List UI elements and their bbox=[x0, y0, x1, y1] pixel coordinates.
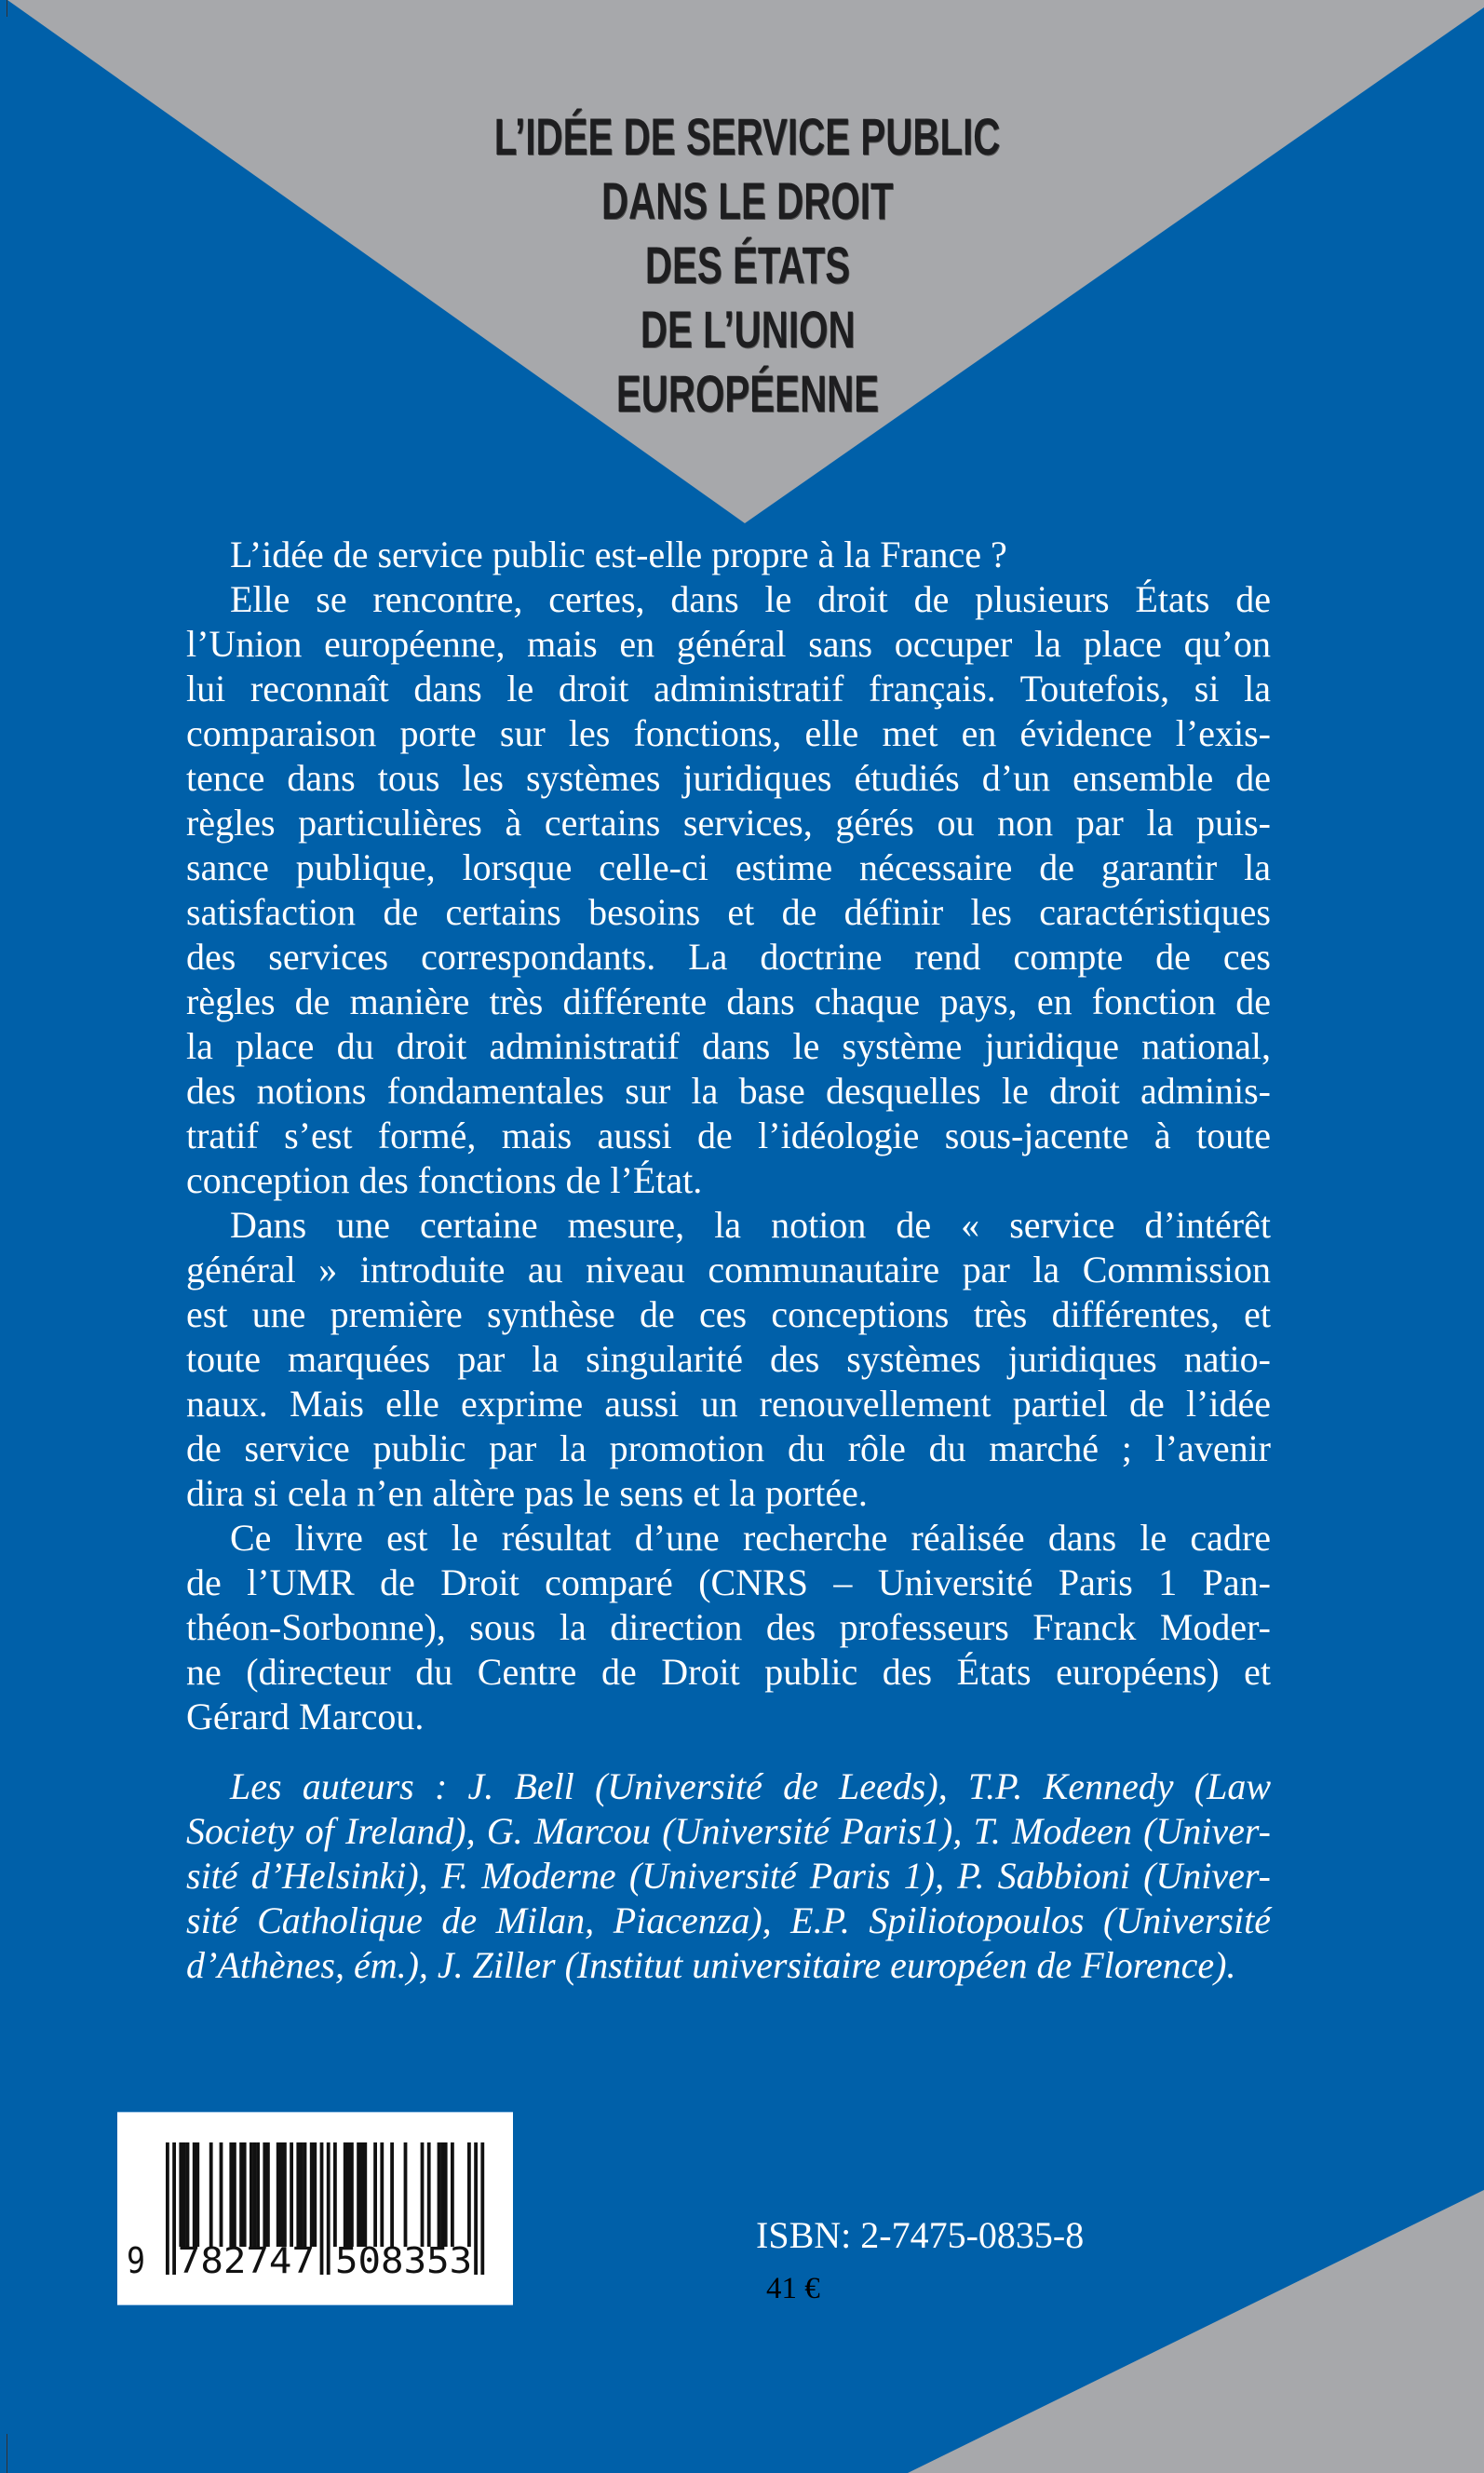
text-line: est une première synthèse de ces conceptions très différentes, et bbox=[186, 1293, 1271, 1335]
barcode-bar bbox=[220, 2142, 223, 2247]
author-line: sité d’Helsinki), F. Moderne (Université Paris 1), P. Sabbioni (Univer- bbox=[186, 1855, 1271, 1897]
barcode-bar bbox=[300, 2142, 304, 2247]
title-text: DES ÉTATS bbox=[644, 236, 851, 294]
barcode-bar bbox=[380, 2142, 384, 2247]
author-line: d’Athènes, ém.), J. Ziller (Institut universitaire européen de Florence). bbox=[186, 1944, 1236, 1986]
barcode-bar bbox=[373, 2142, 377, 2247]
title-text: EUROPÉENNE bbox=[615, 364, 880, 423]
barcode-digits: 782747 bbox=[177, 2240, 315, 2281]
barcode-bar bbox=[304, 2142, 307, 2247]
text-line: l’Union européenne, mais en général sans occuper la place qu’on bbox=[186, 623, 1271, 665]
barcode-bar bbox=[243, 2142, 247, 2247]
text-line: lui reconnaît dans le droit administratif français. Toutefois, si la bbox=[186, 668, 1271, 709]
barcode-bar bbox=[209, 2142, 213, 2247]
barcode-bar bbox=[172, 2142, 176, 2275]
barcode-bar bbox=[166, 2142, 169, 2275]
text-line: théon-Sorbonne), sous la direction des professeurs Franck Moder- bbox=[186, 1606, 1271, 1648]
barcode-bar bbox=[357, 2142, 360, 2247]
barcode-bar bbox=[279, 2142, 283, 2247]
text-line: de service public par la promotion du rôle du marché ; l’avenir bbox=[186, 1427, 1271, 1469]
barcode-bar bbox=[229, 2142, 233, 2247]
text-line: des notions fondamentales sur la base desquelles le droit adminis- bbox=[186, 1070, 1271, 1112]
barcode-bar bbox=[360, 2142, 364, 2247]
text-line: dira si cela n’en altère pas le sens et la portée. bbox=[186, 1472, 868, 1514]
barcode bbox=[117, 2112, 513, 2305]
barcode-bar bbox=[438, 2142, 441, 2247]
title-line bbox=[375, 169, 1120, 233]
book-title bbox=[375, 104, 1120, 426]
barcode-bar bbox=[440, 2142, 444, 2247]
barcode-bar bbox=[182, 2142, 186, 2247]
paragraph bbox=[186, 1203, 1271, 1516]
text-line: satisfaction de certains besoins et de définir les caractéristiques bbox=[186, 891, 1271, 933]
text-line: Dans une certaine mesure, la notion de « service d’intérêt bbox=[230, 1204, 1271, 1246]
barcode-bar bbox=[256, 2142, 260, 2247]
barcode-bar bbox=[296, 2142, 300, 2247]
title-line bbox=[375, 297, 1120, 361]
barcode-bar bbox=[263, 2142, 266, 2247]
barcode-bar bbox=[233, 2142, 236, 2247]
isbn-label: ISBN: 2-7475-0835-8 bbox=[756, 2214, 1085, 2256]
barcode-bars bbox=[117, 2113, 513, 2304]
back-cover-blurb bbox=[186, 533, 1271, 1988]
text-line: de l’UMR de Droit comparé (CNRS – Université Paris 1 Pan- bbox=[186, 1561, 1271, 1603]
text-line: comparaison porte sur les fonctions, elle met en évidence l’exis- bbox=[186, 712, 1271, 754]
barcode-bar bbox=[313, 2142, 317, 2247]
barcode-bar bbox=[346, 2142, 350, 2247]
barcode-bar bbox=[333, 2142, 337, 2247]
author-line: Society of Ireland), G. Marcou (Université Paris1), T. Modeen (Univer- bbox=[186, 1810, 1271, 1852]
barcode-bar bbox=[390, 2142, 394, 2247]
text-line: la place du droit administratif dans le système juridique national, bbox=[186, 1025, 1271, 1067]
barcode-bar bbox=[327, 2142, 331, 2275]
text-line: Elle se rencontre, certes, dans le droit de plusieurs États de bbox=[230, 578, 1271, 620]
barcode-bar bbox=[363, 2142, 367, 2247]
text-line: L’idée de service public est-elle propre à la France ? bbox=[230, 534, 1007, 575]
barcode-bar bbox=[193, 2142, 196, 2247]
text-line: Gérard Marcou. bbox=[186, 1696, 425, 1737]
barcode-bar bbox=[239, 2142, 243, 2247]
blurb-paragraphs bbox=[186, 533, 1271, 1739]
text-line: conception des fonctions de l’État. bbox=[186, 1159, 703, 1201]
title-line bbox=[375, 233, 1120, 297]
barcode-bar bbox=[186, 2142, 190, 2247]
barcode-bar bbox=[480, 2142, 484, 2275]
paragraph bbox=[186, 1516, 1271, 1739]
text-line: tratif s’est formé, mais aussi de l’idéologie sous-jacente à toute bbox=[186, 1115, 1271, 1156]
text-line: règles particulières à certains services, gérés ou non par la puis- bbox=[186, 802, 1271, 844]
price-label: 41 € bbox=[766, 2272, 820, 2305]
title-line bbox=[375, 104, 1120, 169]
authors-paragraph bbox=[186, 1764, 1271, 1988]
text-line: Ce livre est le résultat d’une recherche réalisée dans le cadre bbox=[230, 1517, 1271, 1559]
barcode-bar bbox=[350, 2142, 354, 2247]
text-line: règles de manière très différente dans chaque pays, en fonction de bbox=[186, 980, 1271, 1022]
text-line: toute marquées par la singularité des systèmes juridiques natio- bbox=[186, 1338, 1271, 1380]
barcode-bar bbox=[344, 2142, 347, 2247]
barcode-bar bbox=[253, 2142, 257, 2247]
author-line: Les auteurs : J. Bell (Université de Leeds), T.P. Kennedy (Law bbox=[230, 1765, 1271, 1807]
barcode-bar bbox=[196, 2142, 199, 2247]
title-line bbox=[375, 361, 1120, 426]
text-line: général » introduite au niveau communautaire par la Commission bbox=[186, 1249, 1271, 1291]
author-line: sité Catholique de Milan, Piacenza), E.P. Spiliotopoulos (Université bbox=[186, 1899, 1271, 1941]
barcode-bar bbox=[250, 2142, 253, 2247]
paragraph bbox=[186, 533, 1271, 577]
barcode-bar bbox=[320, 2142, 324, 2275]
text-line: sance publique, lorsque celle-ci estime nécessaire de garantir la bbox=[186, 846, 1271, 888]
barcode-bar bbox=[444, 2142, 448, 2247]
barcode-bar bbox=[467, 2142, 471, 2247]
barcode-bar bbox=[310, 2142, 314, 2247]
barcode-bar bbox=[427, 2142, 431, 2247]
barcode-bar bbox=[283, 2142, 287, 2247]
text-line: ne (directeur du Centre de Droit public des États européens) et bbox=[186, 1651, 1271, 1693]
barcode-bar bbox=[290, 2142, 293, 2247]
barcode-bar bbox=[451, 2142, 454, 2247]
barcode-digits: 9 bbox=[127, 2240, 145, 2281]
barcode-digits: 508353 bbox=[335, 2240, 473, 2281]
text-line: naux. Mais elle exprime aussi un renouvellement partiel de l’idée bbox=[186, 1383, 1271, 1425]
barcode-bar bbox=[404, 2142, 408, 2247]
paragraph bbox=[186, 577, 1271, 1203]
barcode-bar bbox=[266, 2142, 270, 2247]
text-line: tence dans tous les systèmes juridiques étudiés d’un ensemble de bbox=[186, 757, 1271, 799]
title-text: DANS LE DROIT bbox=[601, 171, 894, 230]
title-text: DE L’UNION bbox=[640, 300, 856, 358]
barcode-bar bbox=[179, 2142, 182, 2247]
title-text: L’IDÉE DE SERVICE PUBLIC bbox=[494, 107, 1001, 166]
barcode-bar bbox=[421, 2142, 425, 2247]
barcode-bar bbox=[474, 2142, 478, 2275]
text-line: des services correspondants. La doctrine rend compte de ces bbox=[186, 936, 1271, 978]
barcode-bar bbox=[277, 2142, 280, 2247]
